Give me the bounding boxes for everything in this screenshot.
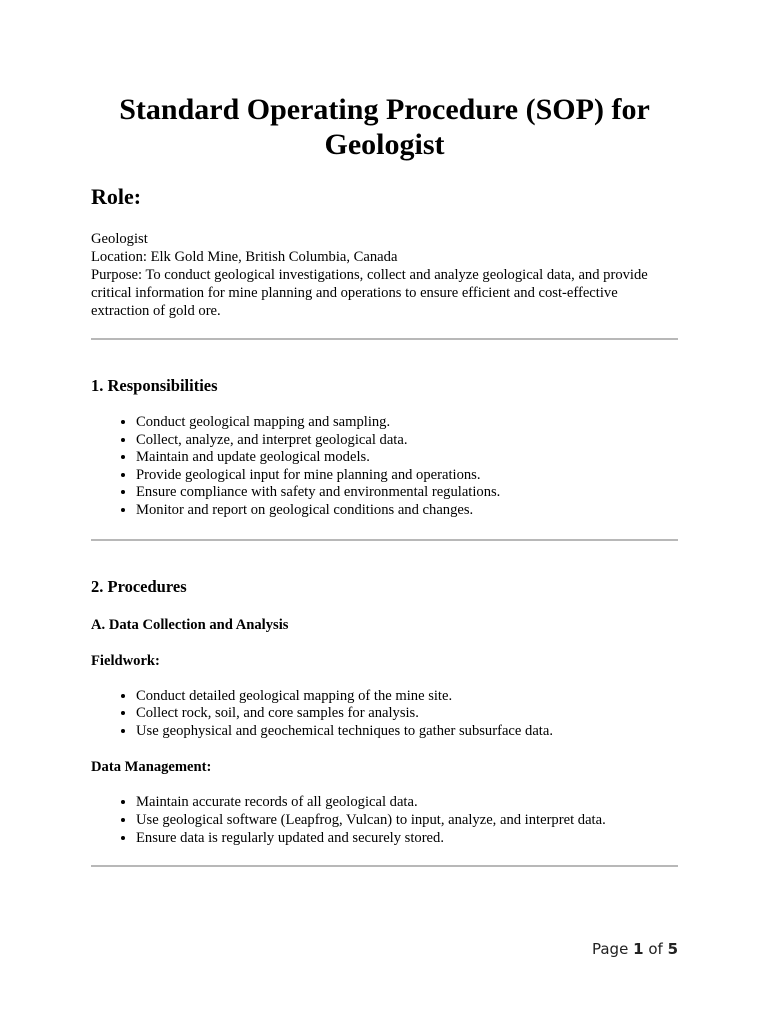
list-item: • Use geological software (Leapfrog, Vulcan) to input, analyze, and interpret data. (136, 812, 678, 830)
list-item: • Maintain accurate records of all geological data. (136, 794, 678, 812)
page-label: Page (591, 940, 629, 958)
location-line: Location: Elk Gold Mine, British Columbia, Canada (91, 249, 398, 265)
document-page (91, 92, 678, 867)
section-divider (91, 865, 678, 867)
current-page: 1 (633, 940, 644, 958)
role-heading: Role: (91, 184, 142, 209)
list-item: • Ensure data is regularly updated and securely stored. (136, 830, 678, 848)
data-management-list (91, 794, 678, 847)
of-label: of (648, 940, 663, 958)
role-info (91, 230, 678, 320)
responsibilities-heading: 1. Responsibilities (91, 376, 218, 395)
fieldwork-heading: Fieldwork: (91, 652, 160, 669)
procedures-heading: 2. Procedures (91, 576, 187, 596)
list-item: • Collect, analyze, and interpret geological data. (136, 432, 678, 450)
document-title: Standard Operating Procedure (SOP) for Geologist (119, 93, 650, 161)
list-item: • Conduct detailed geological mapping of the mine site. (136, 688, 678, 706)
list-item: • Monitor and report on geological conditions and changes. (136, 502, 678, 520)
fieldwork-list (91, 688, 678, 741)
total-pages: 5 (667, 940, 678, 958)
data-management-heading: Data Management: (91, 759, 212, 776)
list-item: • Provide geological input for mine planning and operations. (136, 467, 678, 485)
section-divider (91, 539, 678, 541)
list-item: • Collect rock, soil, and core samples for analysis. (136, 705, 678, 723)
list-item: • Ensure compliance with safety and environmental regulations. (136, 484, 678, 502)
list-item: • Use geophysical and geochemical techniques to gather subsurface data. (136, 723, 678, 741)
section-divider (91, 338, 678, 340)
responsibilities-list (91, 414, 678, 520)
page-number (592, 940, 678, 958)
list-item: • Conduct geological mapping and sampling. (136, 414, 678, 432)
subsection-heading: A. Data Collection and Analysis (91, 616, 289, 633)
list-item: • Maintain and update geological models. (136, 449, 678, 467)
purpose-line: Purpose: To conduct geological investigations, collect and analyze geological data, and provide critical information for mine planning and operations to ensure efficient and cost-effective extraction of gold ore. (91, 267, 648, 319)
role-value: Geologist (91, 231, 148, 247)
